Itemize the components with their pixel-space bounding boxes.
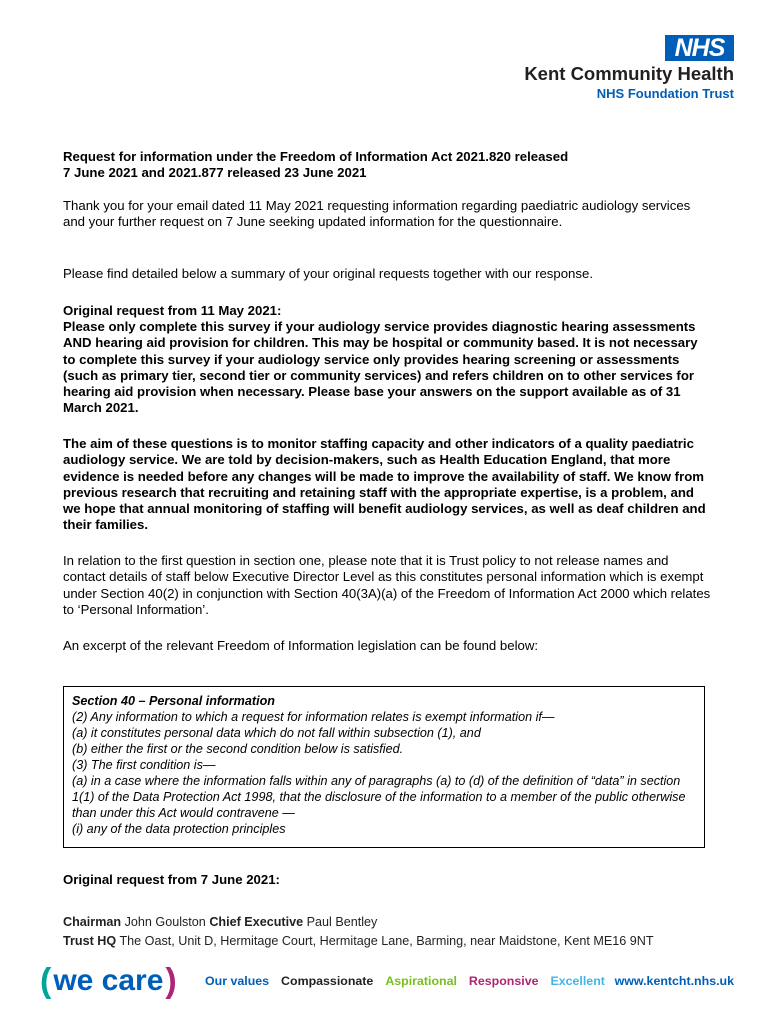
chair-name: John Goulston xyxy=(124,915,206,929)
chair-label: Chairman xyxy=(63,915,122,929)
footer-leadership xyxy=(63,915,377,929)
aim-paragraph: The aim of these questions is to monitor staffing capacity and other indicators of a quality paediatric audiology service. We are told by decision-makers, such as Health Education England, that more evidence is needed before any changes will be made to improve the availability of staff. We know from previous research that recruiting and retaining staff with the appropriate expertise, is a problem, and we hope that annual monitoring of staffing will benefit audiology services, as well as deaf children and their families. xyxy=(63,436,706,533)
original-request-1-heading: Original request from 11 May 2021: xyxy=(63,303,282,318)
we-care-logo xyxy=(40,961,177,1000)
relation-paragraph: In relation to the first question in section one, please note that it is Trust policy to not release names and contact details of staff below Executive Director Level as this constitutes personal information which is exempt under Section 40(2) in conjunction with Section 40(3A)(a) of the Freedom of Information Act 2000 which relates to ‘Personal Information’. xyxy=(63,553,711,617)
ce-label: Chief Executive xyxy=(209,915,304,929)
legislation-line: (3) The first condition is— xyxy=(72,758,216,772)
nhs-logo: NHS xyxy=(665,35,734,61)
original-request-1-body: Please only complete this survey if your audiology service provides diagnostic hearing assessments AND hearing aid provision for children. This may be hospital or community based. It is not necessary to complete this survey if your audiology service only provides hearing screening or assessments (such as primary tier, second tier or community services) and refers children on to other services for hearing aid provision when necessary. Please base your answers on the support available as of 31 March 2021. xyxy=(63,319,698,416)
legislation-line: (a) it constitutes personal data which do not fall within subsection (1), and xyxy=(72,726,481,740)
we-care-left-bracket-icon: ( xyxy=(40,961,52,1000)
legislation-excerpt-box xyxy=(63,686,705,848)
we-care-right-bracket-icon: ) xyxy=(165,961,177,1000)
ce-name: Paul Bentley xyxy=(306,915,378,929)
values-label: Our values xyxy=(205,974,270,988)
org-subtitle: NHS Foundation Trust xyxy=(596,86,734,101)
hq-address: The Oast, Unit D, Hermitage Court, Hermitage Lane, Barming, near Maidstone, Kent ME16 9NT xyxy=(119,934,654,948)
intro-paragraph: Thank you for your email dated 11 May 2021 requesting information regarding paediatric audiology services and your further request on 7 June seeking updated information for the questionnaire. xyxy=(63,198,691,230)
title-line-1: Request for information under the Freedom of Information Act 2021.820 released xyxy=(63,149,569,164)
we-care-text: we care xyxy=(53,964,164,997)
letter-title xyxy=(63,149,713,182)
value-responsive: Responsive xyxy=(468,974,539,988)
excerpt-paragraph: An excerpt of the relevant Freedom of Information legislation can be found below: xyxy=(63,638,539,653)
values-strip xyxy=(205,974,617,988)
value-compassionate: Compassionate xyxy=(281,974,374,988)
value-aspirational: Aspirational xyxy=(385,974,457,988)
hq-label: Trust HQ xyxy=(63,934,117,948)
org-name: Kent Community Health xyxy=(524,63,734,84)
legislation-line: (a) in a case where the information falls within any of paragraphs (a) to (d) of the definition of “data” in section 1(1) of the Data Protection Act 1998, that the disclosure of the information to a member of the public otherwise than under this Act would contravene — xyxy=(72,774,686,820)
legislation-line: (2) Any information to which a request for information relates is exempt information if— xyxy=(72,710,555,724)
legislation-line: (b) either the first or the second condition below is satisfied. xyxy=(72,742,404,756)
legislation-heading: Section 40 – Personal information xyxy=(72,694,275,708)
footer-hq xyxy=(63,934,654,948)
title-line-2: 7 June 2021 and 2021.877 released 23 June 2021 xyxy=(63,165,367,181)
summary-paragraph: Please find detailed below a summary of your original requests together with our response. xyxy=(63,266,593,281)
value-excellent: Excellent xyxy=(550,974,605,988)
original-request-2-heading: Original request from 7 June 2021: xyxy=(63,872,280,887)
legislation-line: (i) any of the data protection principles xyxy=(72,822,286,836)
website-link[interactable]: www.kentcht.nhs.uk xyxy=(614,974,734,988)
